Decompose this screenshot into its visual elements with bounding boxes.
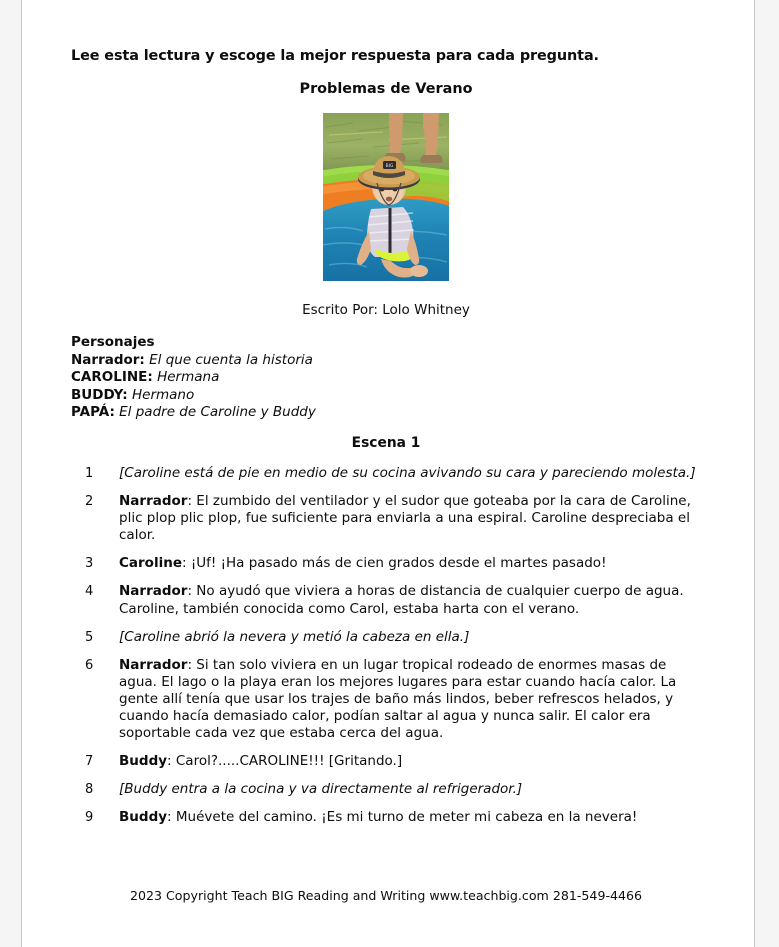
speaker-name: Buddy [119,753,168,770]
script-line [71,493,701,544]
line-text: Carol?.....CAROLINE!!! [Gritando.] [171,753,403,770]
script-line [71,583,701,617]
speaker-name: Buddy [119,809,168,826]
line-number: 7 [85,754,94,770]
line-number: 6 [85,657,94,673]
illustration-container [71,113,701,281]
line-number: 1 [85,466,94,481]
speaker-punct: : [187,493,192,510]
script-line [71,809,701,826]
line-text: Si tan solo viviera en un lugar tropical rodeado de enormes masas de agua. El lago o la playa eran los mejores lugares para estar cuando hacía calor. La gente allí tenía que usar los trajes de baño más lindos, beber refrescos helados, y cuando hacía demasiado calor, podían saltar al agua y nunca salir. El calor era soportable cada vez que estaba cerca del agua. [119,656,677,742]
speaker-punct: : [187,583,192,600]
character-role: Hermano [131,386,195,403]
speaker-name: Narrador [119,656,188,673]
stage-direction: [Caroline está de pie en medio de su cocina avivando su cara y pareciendo molesta.] [119,465,696,481]
character-name: CAROLINE: [71,369,153,386]
character-row [71,352,701,370]
line-number: 9 [85,810,94,826]
script-line [71,465,701,482]
character-row [71,369,701,387]
scene-heading: Escena 1 [351,435,421,451]
directions-text: Lee esta lectura y escoge la mejor respuesta para cada pregunta. [71,48,599,64]
script-line [71,781,701,798]
character-role: El padre de Caroline y Buddy [119,404,316,421]
svg-text:BIG: BIG [385,164,394,169]
speaker-name: Narrador [119,583,188,600]
line-text: El zumbido del ventilador y el sudor que goteaba por la cara de Caroline, plic plop plic plop, fue suficiente para enviarla a una espiral. Caroline despreciaba el calor. [119,493,691,544]
script-lines [71,465,701,838]
line-text: Muévete del camino. ¡Es mi turno de meter mi cabeza en la nevera! [171,809,638,826]
character-role: Hermana [157,369,220,386]
line-number: 2 [85,494,94,510]
stage-direction: [Buddy entra a la cocina y va directamente al refrigerador.] [119,781,523,798]
character-role: El que cuenta la historia [149,351,313,368]
character-name: BUDDY: [71,386,128,403]
character-list [71,334,701,422]
speaker-punct: : [167,809,172,826]
line-text: ¡Uf! ¡Ha pasado más de cien grados desde el martes pasado! [186,555,607,572]
character-list-heading: Personajes [71,334,155,350]
line-number: 3 [85,556,94,572]
script-line [71,629,701,646]
line-number: 5 [85,629,94,645]
speaker-name: Narrador [119,493,188,510]
speaker-punct: : [181,555,187,572]
speaker-punct: : [187,656,192,673]
script-line [71,555,701,572]
character-row [71,404,701,422]
character-row [71,387,701,405]
speaker-name: Caroline [119,555,182,572]
script-line [71,657,701,742]
character-name: Narrador: [71,351,145,368]
illustration-toddler-in-pool [323,113,449,281]
page-title: Problemas de Verano [299,81,473,97]
line-number: 4 [85,584,94,600]
speaker-punct: : [167,753,172,770]
copyright-footer: 2023 Copyright Teach BIG Reading and Writing www.teachbig.com 281-549-4466 [129,888,643,903]
document-page [21,0,755,947]
stage-direction: [Caroline abrió la nevera y metió la cabeza en ella.] [119,628,470,645]
character-name: PAPÁ: [71,404,115,421]
script-line [71,753,701,770]
line-text: No ayudó que viviera a horas de distancia de cualquier cuerpo de agua. Caroline, también conocida como Carol, estaba harta con el verano. [119,583,684,617]
byline: Escrito Por: Lolo Whitney [302,302,470,318]
line-number: 8 [85,782,94,798]
